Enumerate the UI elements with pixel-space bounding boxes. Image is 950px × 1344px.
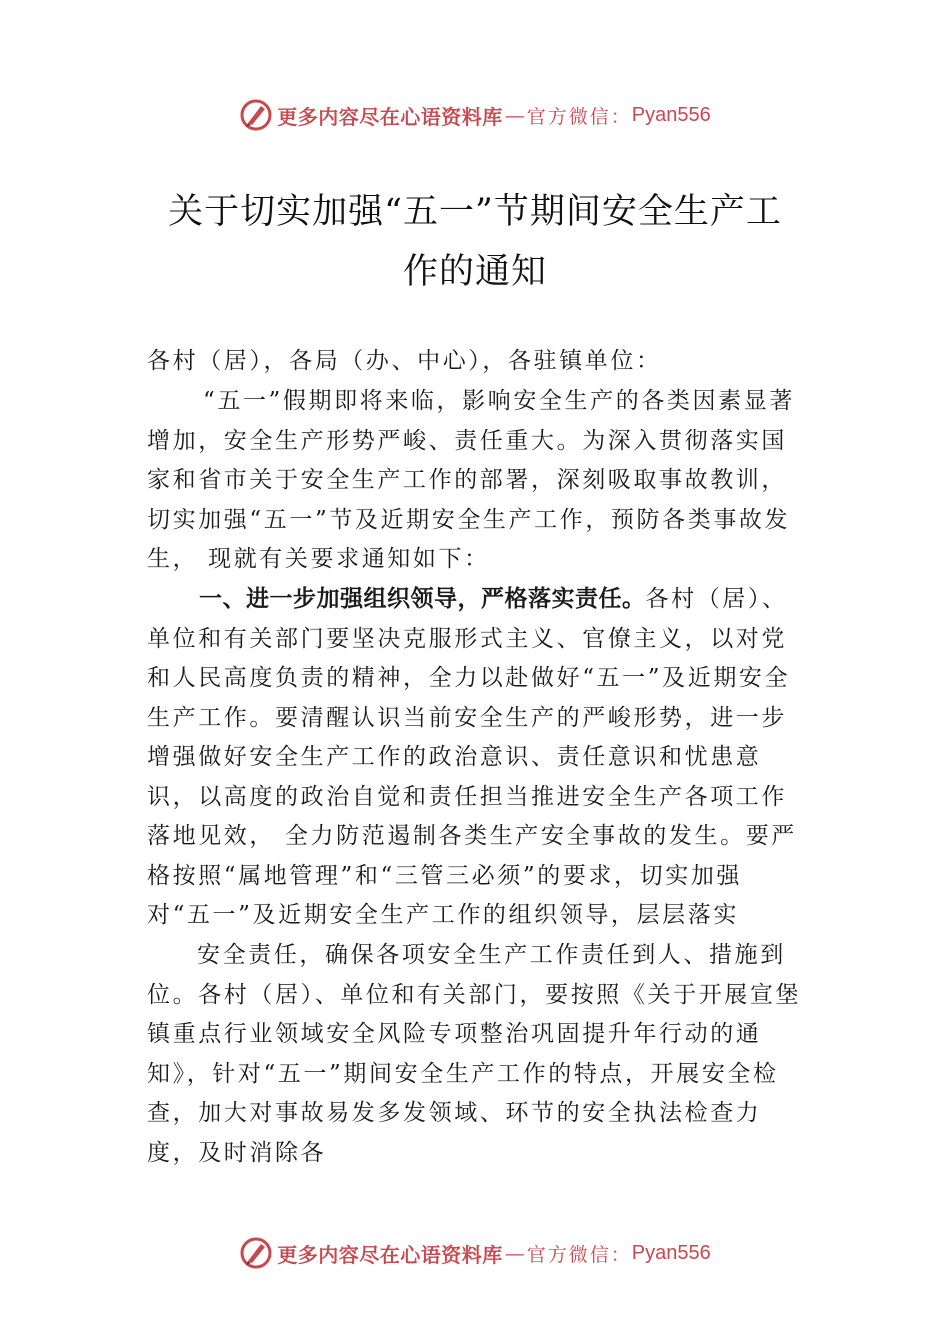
paragraph-continuation: 安全责任，确保各项安全生产工作责任到人、措施到位。各村（居）、单位和有关部门，要按照《关于开展宣堡镇重点行业领域安全风险专项整治巩固提升年行动的通知》，针对“五一”期间安全生产工作的特点，开展安全检查，加大对事故易发多发领域、环节的安全执法检查力度，及时消除各 <box>147 942 802 1166</box>
paragraph-intro: “五一”假期即将来临，影响安全生产的各类因素显著增加，安全生产形势严峻、责任重大。为深入贯彻落实国家和省市关于安全生产工作的部署，深刻吸取事故教训，切实加强“五一”节及近期安全生产工作，预防各类事故发生， 现就有关要求通知如下： <box>147 388 795 572</box>
paragraph-section-1 <box>147 580 807 936</box>
watermark-site-text: 更多内容尽在心语资料库 <box>277 104 503 129</box>
salutation: 各村（居），各局（办、中心），各驻镇单位： <box>147 348 662 374</box>
quill-logo-icon <box>239 98 273 132</box>
watermark-wechat-label: 官方微信： <box>526 105 632 128</box>
watermark-dash: — <box>504 103 525 127</box>
section-1-body: 各村（居）、单位和有关部门要坚决克服形式主义、官僚主义，以对党和人民高度负责的精神，全力以赴做好“五一”及近期安全生产工作。要清醒认识当前安全生产的严峻形势，进一步增强做好安全生产工作的政治意识、责任意识和忧患意识，以高度的政治自觉和责任担当推进安全生产各项工作落地见效， 全力防范遏制各类生产安全事故的发生。要严格按照“属地管理”和“三管三必须”的要求，切实加强对“五一”及近期安全生产工作的组织领导，层层落实 <box>147 586 797 928</box>
title-line-1: 关于切实加强“五一”节期间安全生产工 <box>168 192 782 232</box>
watermark-wechat-id: Pyan556 <box>631 1241 711 1264</box>
quill-logo-icon <box>239 1236 273 1270</box>
watermark-wechat-id: Pyan556 <box>631 103 711 126</box>
watermark-banner-bottom <box>0 1233 950 1273</box>
watermark-site-text: 更多内容尽在心语资料库 <box>277 1242 503 1267</box>
title-line-2: 作的通知 <box>402 252 547 292</box>
watermark-wechat-label: 官方微信： <box>526 1243 632 1266</box>
watermark-banner-top <box>0 95 950 135</box>
document-title <box>150 182 800 302</box>
watermark-dash: — <box>504 1241 525 1265</box>
section-1-heading: 一、进一步加强组织领导，严格落实责任。 <box>199 586 646 612</box>
